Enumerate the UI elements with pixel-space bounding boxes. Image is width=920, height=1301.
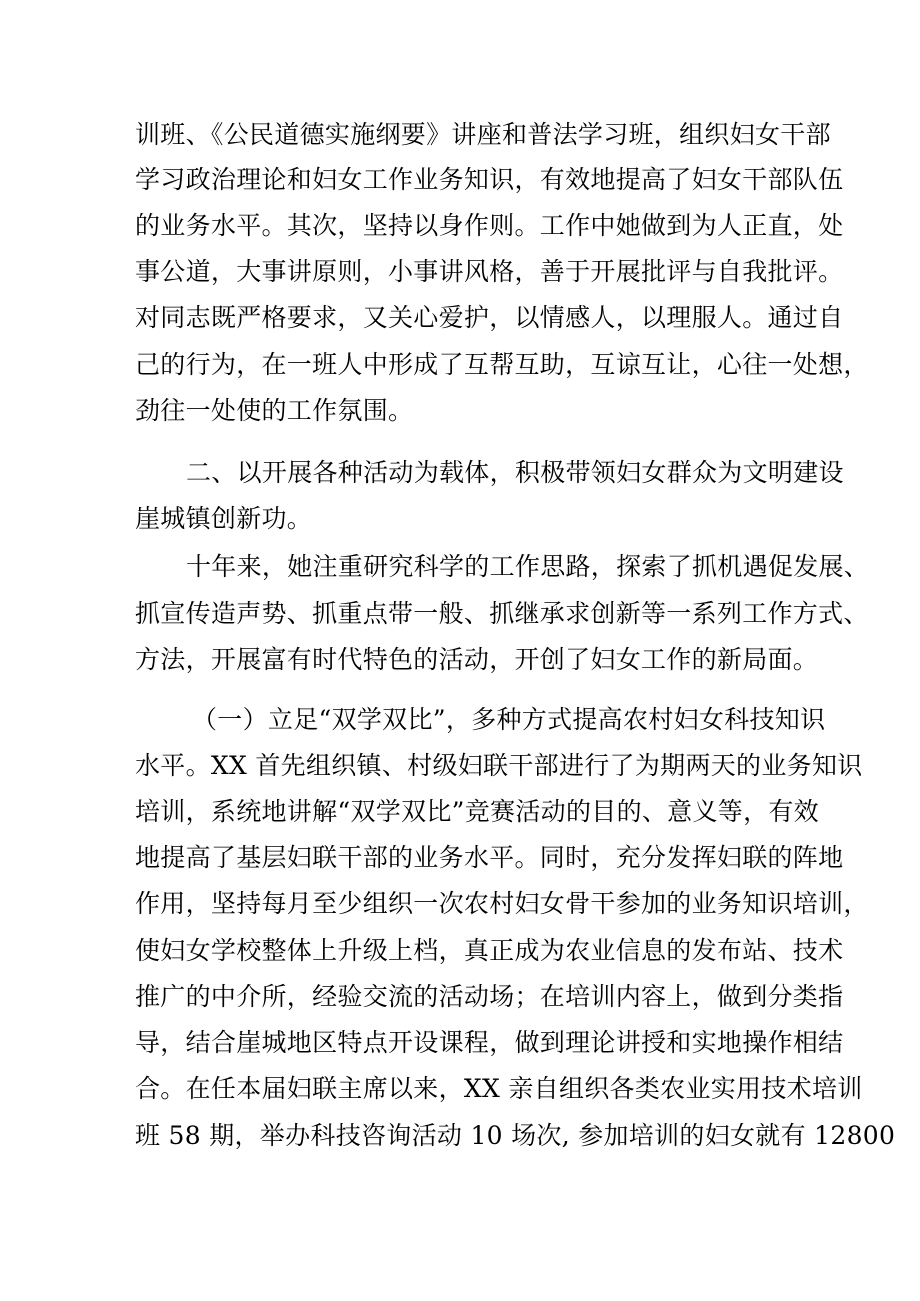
text-line: 合。在任本届妇联主席以来，XX 亲自组织各类农业实用技术培训 bbox=[135, 1074, 863, 1103]
text-line: 学习政治理论和妇女工作业务知识，有效地提高了妇女干部队伍 bbox=[135, 165, 844, 194]
text-line: 培训，系统地讲解“双学双比”竞赛活动的目的、意义等，有效 bbox=[135, 797, 819, 826]
text-line: 事公道，大事讲原则，小事讲风格，善于开展批评与自我批评。 bbox=[135, 257, 844, 286]
text-line: 作用，坚持每月至少组织一次农村妇女骨干参加的业务知识培训， bbox=[135, 889, 869, 918]
text-line: 十年来，她注重研究科学的工作思路，探索了抓机遇促发展、 bbox=[186, 552, 870, 581]
text-line: 己的行为，在一班人中形成了互帮互助，互谅互让，心往一处想， bbox=[135, 350, 869, 379]
text-line: 导，结合崖城地区特点开设课程，做到理论讲授和实地操作相结 bbox=[135, 1028, 844, 1057]
section-heading-line: 崖城镇创新功。 bbox=[135, 504, 313, 533]
text-line: 地提高了基层妇联干部的业务水平。同时，充分发挥妇联的阵地 bbox=[135, 843, 844, 872]
text-line: 方法，开展富有时代特色的活动，开创了妇女工作的新局面。 bbox=[135, 645, 819, 674]
text-line: 对同志既严格要求，又关心爱护，以情感人，以理服人。通过自 bbox=[135, 303, 844, 332]
text-line: 训班、《公民道德实施纲要》讲座和普法学习班，组织妇女干部 bbox=[135, 120, 831, 149]
text-line: 水平。XX 首先组织镇、村级妇联干部进行了为期两天的业务知识 bbox=[135, 751, 863, 780]
text-line: 的业务水平。其次，坚持以身作则。工作中她做到为人正直，处 bbox=[135, 211, 844, 240]
text-line: 推广的中介所，经验交流的活动场；在培训内容上，做到分类指 bbox=[135, 982, 844, 1011]
text-line: 班 58 期，举办科技咨询活动 10 场次, 参加培训的妇女就有 12800 bbox=[135, 1121, 896, 1150]
text-line: 使妇女学校整体上升级上档，真正成为农业信息的发布站、技术 bbox=[135, 936, 844, 965]
subsection-heading-line: （一）立足“双学双比”，多种方式提高农村妇女科技知识 bbox=[192, 705, 826, 734]
text-line: 劲往一处使的工作氛围。 bbox=[135, 396, 414, 425]
section-heading-line: 二、以开展各种活动为载体，积极带领妇女群众为文明建设 bbox=[186, 458, 844, 487]
text-line: 抓宣传造声势、抓重点带一般、抓继承求创新等一系列工作方式、 bbox=[135, 599, 869, 628]
